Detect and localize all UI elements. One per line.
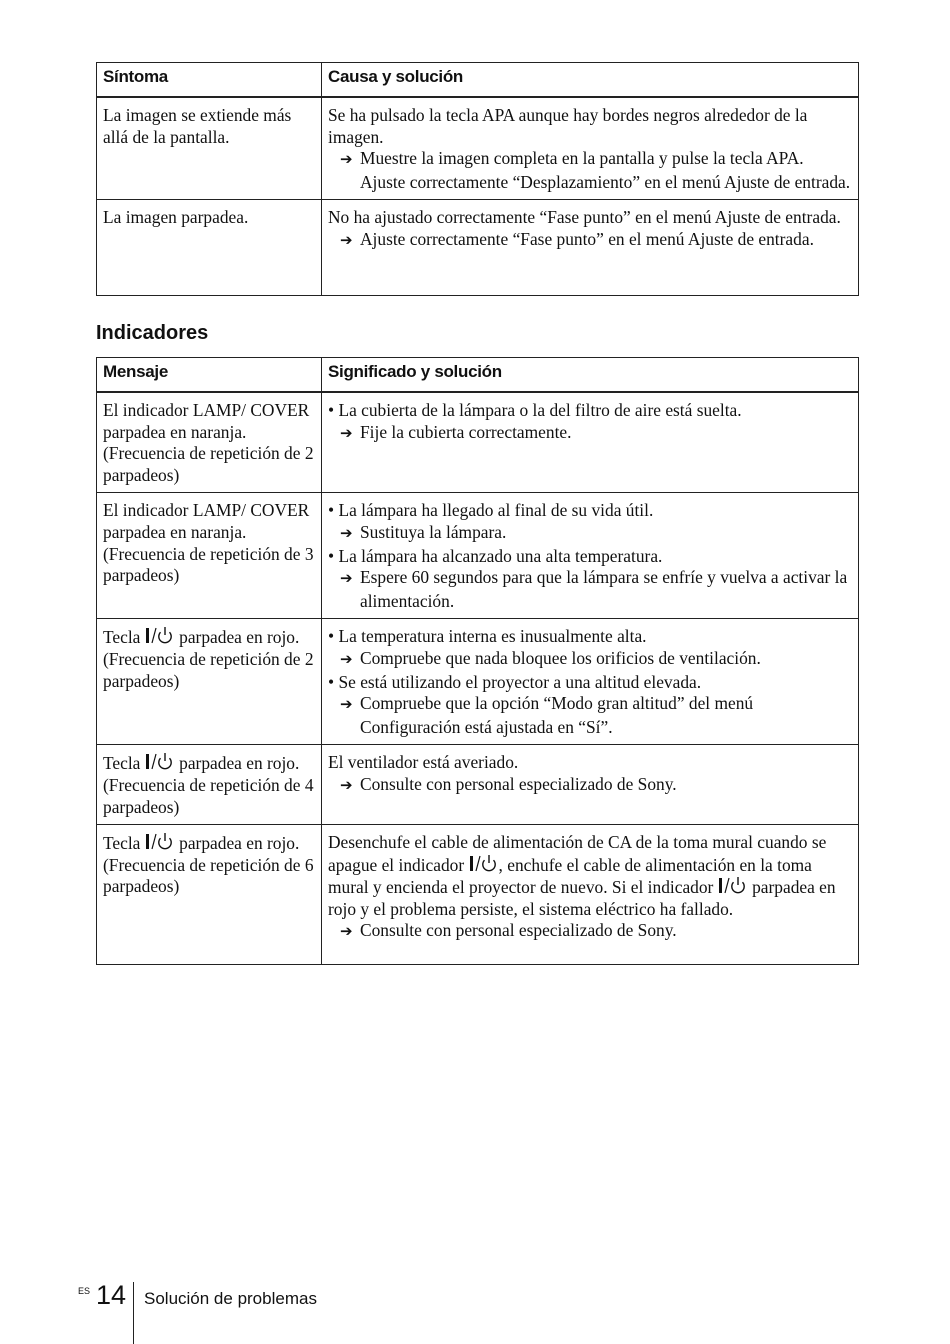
bullet-icon: •: [328, 545, 335, 566]
indicators-table: [96, 357, 859, 965]
arrow-icon: ➔: [340, 152, 353, 169]
solution-item: [328, 148, 852, 193]
meaning-cell: [322, 392, 859, 493]
solution-text: Espere 60 segundos para que la lámpara se enfríe y vuelva a activar la alimentación.: [360, 567, 848, 611]
cause-cell: [322, 200, 859, 296]
solution-text: Compruebe que nada bloquee los orificios de ventilación.: [360, 647, 761, 668]
power-standby-icon: [469, 854, 499, 873]
arrow-icon: ➔: [340, 571, 353, 588]
cause-text: La lámpara ha llegado al final de su vida útil.: [338, 500, 654, 521]
arrow-icon: ➔: [340, 525, 353, 542]
message-suffix: parpadea en rojo. (Frecuencia de repetición de 6 parpadeos): [103, 833, 314, 897]
table-row: [97, 619, 859, 745]
message-prefix: Tecla: [103, 833, 141, 854]
solution-text: Consulte con personal especializado de Sony.: [360, 773, 677, 794]
message-cell: [97, 619, 322, 745]
solution-text: Ajuste correctamente “Fase punto” en el menú Ajuste de entrada.: [360, 228, 814, 249]
solution-text: Fije la cubierta correctamente.: [360, 421, 572, 442]
page-number: 14: [96, 1280, 127, 1310]
cause-text: No ha ajustado correctamente “Fase punto” en el menú Ajuste de entrada.: [328, 207, 841, 228]
language-code: ES: [78, 1286, 91, 1296]
power-standby-icon: [145, 752, 175, 771]
cause-text: La temperatura interna es inusualmente alta.: [338, 626, 647, 647]
solution-text: Muestre la imagen completa en la pantalla y pulse la tecla APA. Ajuste correctamente “Desplazamiento” en el menú Ajuste de entrada.: [360, 148, 851, 192]
header-message: Mensaje: [97, 358, 322, 393]
solution-item: [328, 522, 852, 546]
meaning-cell: [322, 825, 859, 965]
arrow-icon: ➔: [340, 777, 353, 794]
arrow-icon: ➔: [340, 651, 353, 668]
cause-cell: [322, 97, 859, 200]
solution-item: [328, 422, 852, 446]
solution-item: [328, 567, 852, 612]
message-suffix: parpadea en rojo. (Frecuencia de repetición de 4 parpadeos): [103, 753, 314, 817]
cause-text: La lámpara ha alcanzado una alta temperatura.: [338, 545, 663, 566]
cause-bullet: [328, 672, 852, 694]
message-cell: [97, 745, 322, 825]
cause-bullet: [328, 626, 852, 648]
table-header-row: [97, 358, 859, 393]
power-standby-icon: [718, 876, 748, 895]
solution-item: [328, 920, 852, 944]
cause-bullet: [328, 500, 852, 522]
footer-divider: [133, 1282, 134, 1344]
bullet-icon: •: [328, 500, 335, 521]
solution-item: [328, 693, 852, 738]
bullet-icon: •: [328, 671, 335, 692]
cause-text-part: , enchufe el cable de alimentación en la toma mural y encienda el proyector de nuevo. Si el indicador: [328, 854, 812, 898]
table-row: [97, 745, 859, 825]
table-row: [97, 493, 859, 619]
cause-bullet: [328, 400, 852, 422]
arrow-icon: ➔: [340, 697, 353, 714]
arrow-icon: ➔: [340, 232, 353, 249]
solution-item: [328, 229, 852, 253]
meaning-cell: [322, 619, 859, 745]
message-prefix: Tecla: [103, 627, 141, 648]
header-symptom: Síntoma: [97, 63, 322, 98]
table-header-row: [97, 63, 859, 98]
meaning-cell: [322, 745, 859, 825]
cause-text: Se está utilizando el proyector a una altitud elevada.: [338, 671, 702, 692]
cause-text: [328, 832, 852, 920]
footer-section-title: Solución de problemas: [144, 1289, 317, 1308]
symptom-cell: La imagen se extiende más allá de la pantalla.: [97, 97, 322, 200]
message-cell: [97, 825, 322, 965]
bullet-icon: •: [328, 626, 335, 647]
solution-text: Sustituya la lámpara.: [360, 521, 507, 542]
meaning-cell: [322, 493, 859, 619]
cause-text: El ventilador está averiado.: [328, 752, 519, 773]
bullet-icon: •: [328, 400, 335, 420]
solution-item: [328, 774, 852, 798]
power-standby-icon: [145, 832, 175, 851]
table-row: [97, 97, 859, 200]
cause-bullet: [328, 546, 852, 568]
message-prefix: Tecla: [103, 753, 141, 774]
table-row: [97, 825, 859, 965]
solution-text: Compruebe que la opción “Modo gran altitud” del menú Configuración está ajustada en “Sí”.: [360, 693, 754, 737]
section-heading: Indicadores: [96, 322, 209, 344]
solution-text: Consulte con personal especializado de Sony.: [360, 920, 677, 941]
header-meaning-solution: Significado y solución: [322, 358, 859, 393]
message-suffix: parpadea en rojo. (Frecuencia de repetición de 2 parpadeos): [103, 627, 314, 691]
arrow-icon: ➔: [340, 425, 353, 442]
cause-text-part: Desenchufe el cable de alimentación de CA de la toma mural cuando se apague el indicador: [328, 832, 827, 875]
troubleshooting-table: [96, 62, 859, 296]
cause-text: La cubierta de la lámpara o la del filtro de aire está suelta.: [338, 400, 742, 420]
table-row: [97, 392, 859, 493]
message-cell: El indicador LAMP/ COVER parpadea en naranja. (Frecuencia de repetición de 2 parpadeos): [97, 392, 322, 493]
table-row: [97, 200, 859, 296]
header-cause-solution: Causa y solución: [322, 63, 859, 98]
message-cell: El indicador LAMP/ COVER parpadea en naranja. (Frecuencia de repetición de 3 parpadeos): [97, 493, 322, 619]
solution-item: [328, 648, 852, 672]
symptom-cell: La imagen parpadea.: [97, 200, 322, 296]
cause-text: Se ha pulsado la tecla APA aunque hay bordes negros alrededor de la imagen.: [328, 105, 808, 147]
power-standby-icon: [145, 626, 175, 645]
cause-text-part: parpadea en rojo y el problema persiste, el sistema eléctrico ha fallado.: [328, 877, 836, 919]
arrow-icon: ➔: [340, 924, 353, 941]
